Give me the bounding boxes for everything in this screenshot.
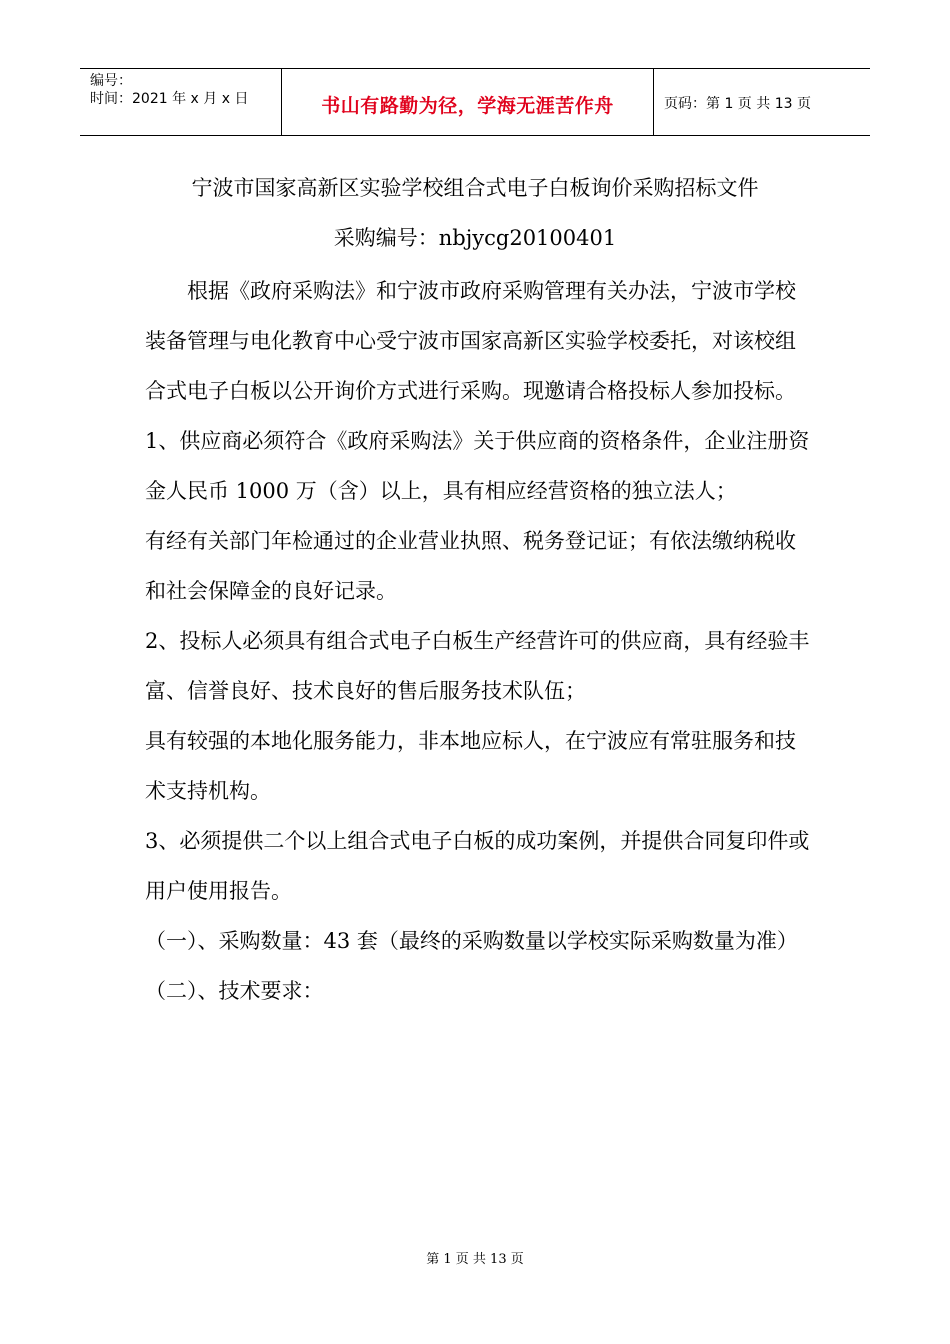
- section-technical: （二）、技术要求：: [145, 979, 324, 1003]
- document-body: [145, 266, 815, 1016]
- document-title: 宁波市国家高新区实验学校组合式电子白板询价采购招标文件: [191, 176, 759, 200]
- requirement-3: 3、必须提供二个以上组合式电子白板的成功案例，并提供合同复印件或用户使用报告。: [145, 829, 810, 903]
- header-meta: [80, 69, 282, 135]
- page-header: [80, 68, 870, 136]
- page-footer: 第 1 页 共 13 页: [426, 1252, 524, 1267]
- section-quantity: （一）、采购数量：43 套（最终的采购数量以学校实际采购数量为准）: [145, 929, 798, 953]
- procurement-code: 采购编号：nbjycg20100401: [333, 226, 617, 250]
- time-label: 时间：2021 年 x 月 x 日: [90, 91, 249, 107]
- requirement-1: 1、供应商必须符合《政府采购法》关于供应商的资格条件，企业注册资金人民币 1000 万（含）以上，具有相应经营资格的独立法人；: [145, 429, 810, 503]
- intro-paragraph: 根据《政府采购法》和宁波市政府采购管理有关办法，宁波市学校装备管理与电化教育中心受宁波市国家高新区实验学校委托，对该校组合式电子白板以公开询价方式进行采购。现邀请合格投标人参加投标。: [145, 279, 796, 403]
- header-motto: 书山有路勤为径，学海无涯苦作舟: [282, 69, 654, 135]
- header-page-info: 页码：第 1 页 共 13 页: [664, 96, 811, 112]
- requirement-2: 2、投标人必须具有组合式电子白板生产经营许可的供应商，具有经验丰富、信誉良好、技术良好的售后服务技术队伍；: [145, 629, 810, 703]
- number-label: 编号：: [90, 73, 132, 89]
- requirement-2-cont: 具有较强的本地化服务能力，非本地应标人，在宁波应有常驻服务和技术支持机构。: [145, 729, 796, 803]
- requirement-1-cont: 有经有关部门年检通过的企业营业执照、税务登记证；有依法缴纳税收和社会保障金的良好记录。: [145, 529, 796, 603]
